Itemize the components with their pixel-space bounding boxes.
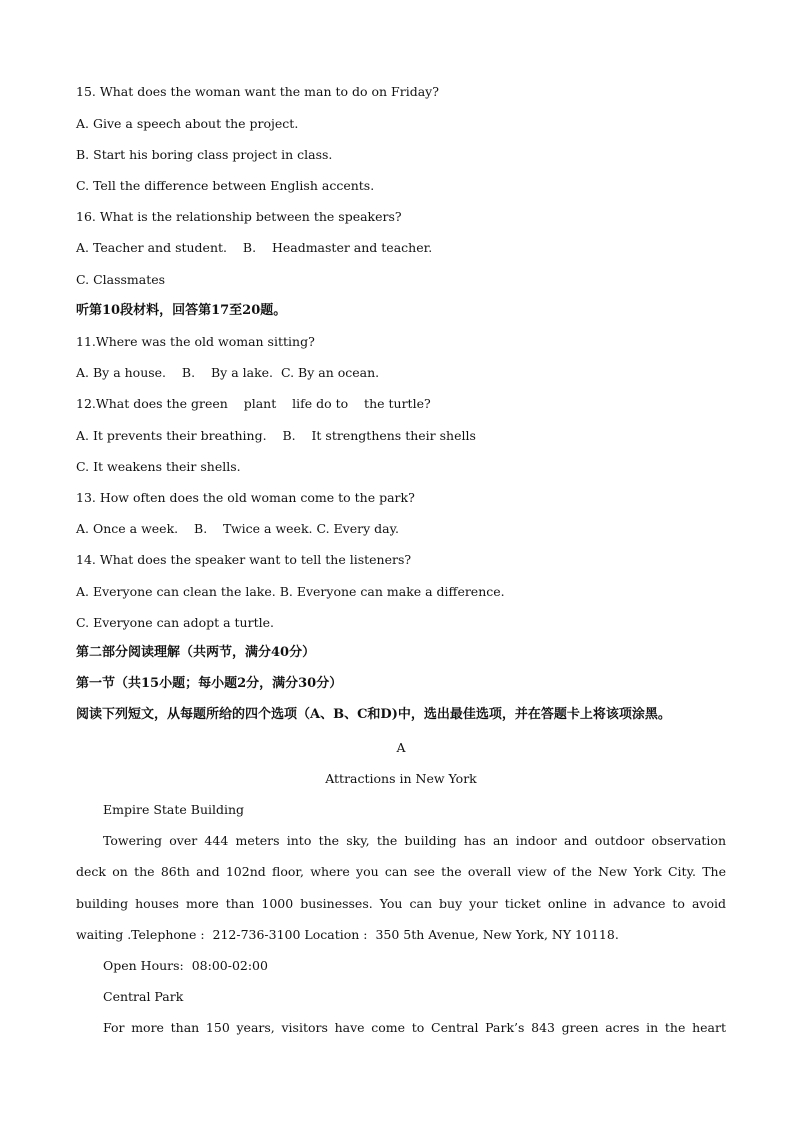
passage-label: A [396,740,406,755]
question-15-option-a: A. Give a speech about the project. [76,116,299,131]
central-park-line-1: For more than 150 years, visitors have come to Central Park’s 843 green acres in the heart [103,1020,726,1035]
passage-title: Attractions in New York [325,771,477,786]
question-16: 16. What is the relationship between the speakers? [76,209,402,224]
empire-state-heading: Empire State Building [103,802,245,817]
question-14-option-c: C. Everyone can adopt a turtle. [76,615,274,630]
question-15: 15. What does the woman want the man to do on Friday? [76,84,439,99]
question-15-option-c: C. Tell the difference between English accents. [76,178,375,193]
section-1-heading: 第一节（共15小题；每小题2分，满分30分） [76,676,343,691]
question-16-option-c: C. Classmates [76,272,166,287]
question-14: 14. What does the speaker want to tell the listeners? [76,552,412,567]
question-11-options: A. By a house. B. By a lake. C. By an ocean. [76,365,380,380]
question-11: 11.Where was the old woman sitting? [76,334,315,349]
instructions: 阅读下列短文，从每题所给的四个选项（A、B、C和D)中，选出最佳选项，并在答题卡上将该项涂黑。 [76,707,671,722]
part-2-heading: 第二部分阅读理解（共两节，满分40分） [76,645,316,660]
question-13: 13. How often does the old woman come to the park? [76,490,415,505]
question-12: 12.What does the green plant life do to the turtle? [76,396,431,411]
question-12-option-c: C. It weakens their shells. [76,459,241,474]
question-13-options: A. Once a week. B. Twice a week. C. Every day. [76,521,399,536]
section-10-heading: 听第10段材料，回答第17至20题。 [76,303,287,318]
empire-state-line-2: deck on the 86th and 102nd floor, where you can see the overall view of the New York City. The [76,864,726,879]
question-12-options-ab: A. It prevents their breathing. B. It strengthens their shells [76,428,476,443]
empire-state-line-4: waiting .Telephone : 212-736-3100 Location : 350 5th Avenue, New York, NY 10118. [76,927,619,942]
empire-state-hours: Open Hours: 08:00-02:00 [103,958,268,973]
central-park-heading: Central Park [103,989,184,1004]
empire-state-line-1: Towering over 444 meters into the sky, the building has an indoor and outdoor observation [103,833,726,848]
question-15-option-b: B. Start his boring class project in class. [76,147,333,162]
question-14-options-ab: A. Everyone can clean the lake. B. Everyone can make a difference. [76,584,505,599]
empire-state-line-3: building houses more than 1000 businesses. You can buy your ticket online in advance to avoid [76,896,726,911]
question-16-options-ab: A. Teacher and student. B. Headmaster and teacher. [76,240,433,255]
